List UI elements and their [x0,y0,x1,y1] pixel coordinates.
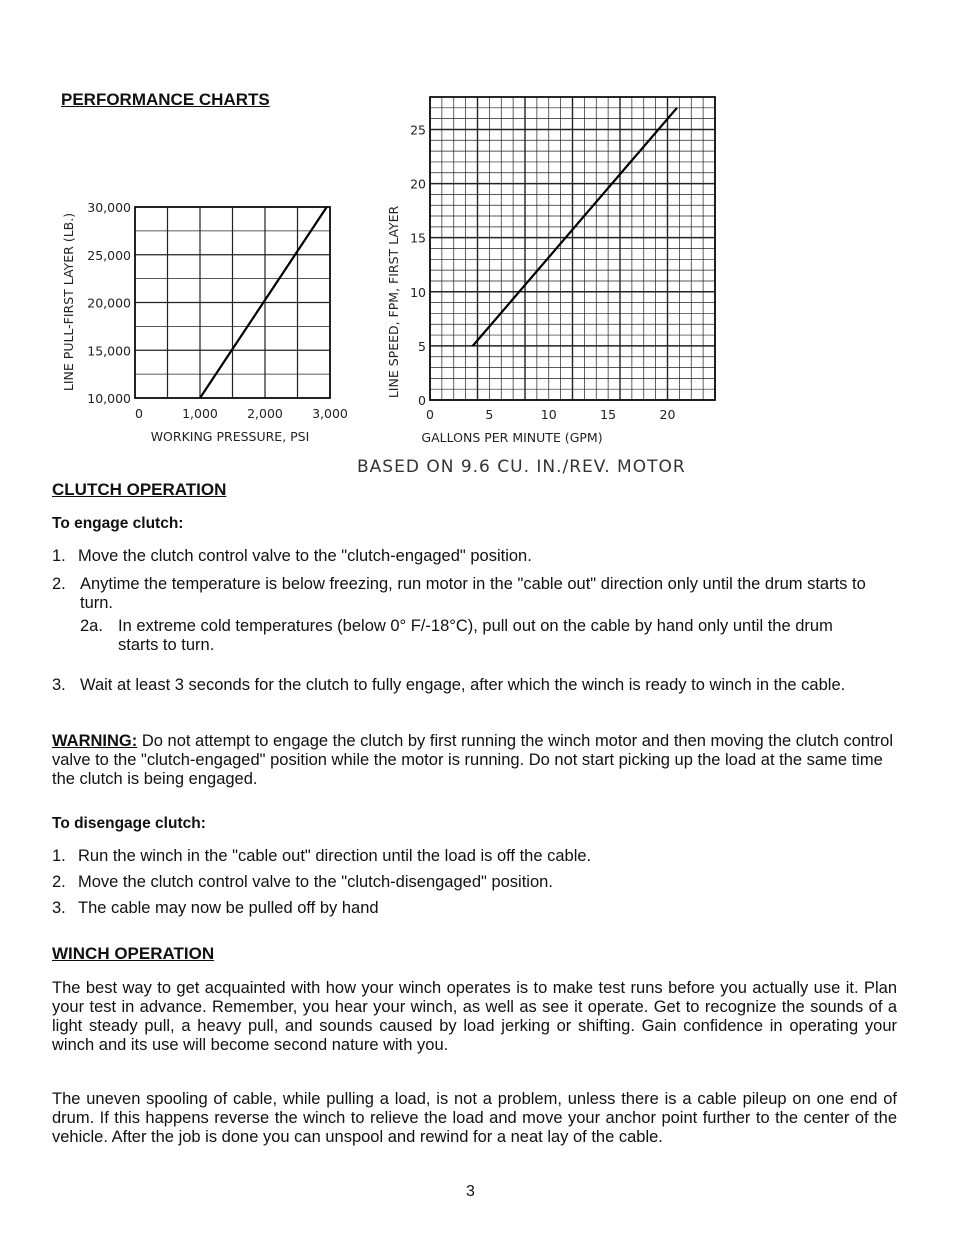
x-tick-label: 0 [426,407,434,422]
x-tick-label: 5 [485,407,494,422]
x-tick-label: 15 [600,407,617,422]
y-tick-label: 0 [418,393,426,408]
disengage-heading: To disengage clutch: [52,815,206,832]
x-axis-title: WORKING PRESSURE, PSI [150,429,310,444]
y-tick-label: 15,000 [87,343,131,359]
winch-heading: WINCH OPERATION [52,944,215,963]
y-tick-label: 5 [418,338,426,354]
page-title: PERFORMANCE CHARTS [61,90,270,109]
y-tick-label: 10 [410,284,426,300]
y-tick-label: 20 [410,176,426,192]
y-axis-title: LINE PULL-FIRST LAYER (LB.) [61,212,76,392]
performance-charts [0,0,954,480]
winch-paragraph-1: The best way to get acquainted with how your winch operates is to make test runs before you actually use it. Plan your test in advance. Remember, you hear your winch, as well as see it operate. Get to recognize the sounds of a light steady pull, a heavy pull, and sounds caused by load jerking or shifting. Gain confidence in operating your winch and its use will become second nature with you. [52,979,897,1054]
x-tick-label: 10 [540,407,557,422]
winch-paragraph-2: The uneven spooling of cable, while pulling a load, is not a problem, unless there is a cable pileup on one end of drum. If this happens reverse the winch to relieve the load and move your anchor point further to the center of the vehicle. After the job is done you can unspool and rewind for a neat lay of the cable. [52,1090,897,1146]
page-number: 3 [466,1183,475,1200]
chart-note: BASED ON 9.6 CU. IN./REV. MOTOR [357,457,686,477]
x-tick-label: 3,000 [312,406,348,421]
y-tick-label: 30,000 [87,200,131,215]
x-tick-label: 1,000 [182,406,218,421]
x-tick-label: 20 [659,407,676,422]
y-tick-label: 25,000 [87,247,131,263]
warning-label: WARNING: [52,732,138,750]
clutch-heading: CLUTCH OPERATION [52,480,227,499]
y-tick-label: 15 [410,230,426,246]
x-tick-label: 0 [135,406,143,421]
x-tick-label: 2,000 [247,406,283,421]
y-tick-label: 10,000 [87,391,131,406]
y-tick-label: 25 [410,122,426,138]
y-axis-title: LINE SPEED, FPM, FIRST LAYER [386,205,401,399]
y-tick-label: 20,000 [87,295,131,311]
engage-heading: To engage clutch: [52,515,184,532]
warning-paragraph [52,732,897,789]
warning-text: Do not attempt to engage the clutch by first running the winch motor and then moving the clutch control valve to the "clutch-engaged" position while the motor is running. Do not start picking up the load at the same time the clutch is being engaged. [52,732,894,788]
x-axis-title: GALLONS PER MINUTE (GPM) [421,430,603,445]
